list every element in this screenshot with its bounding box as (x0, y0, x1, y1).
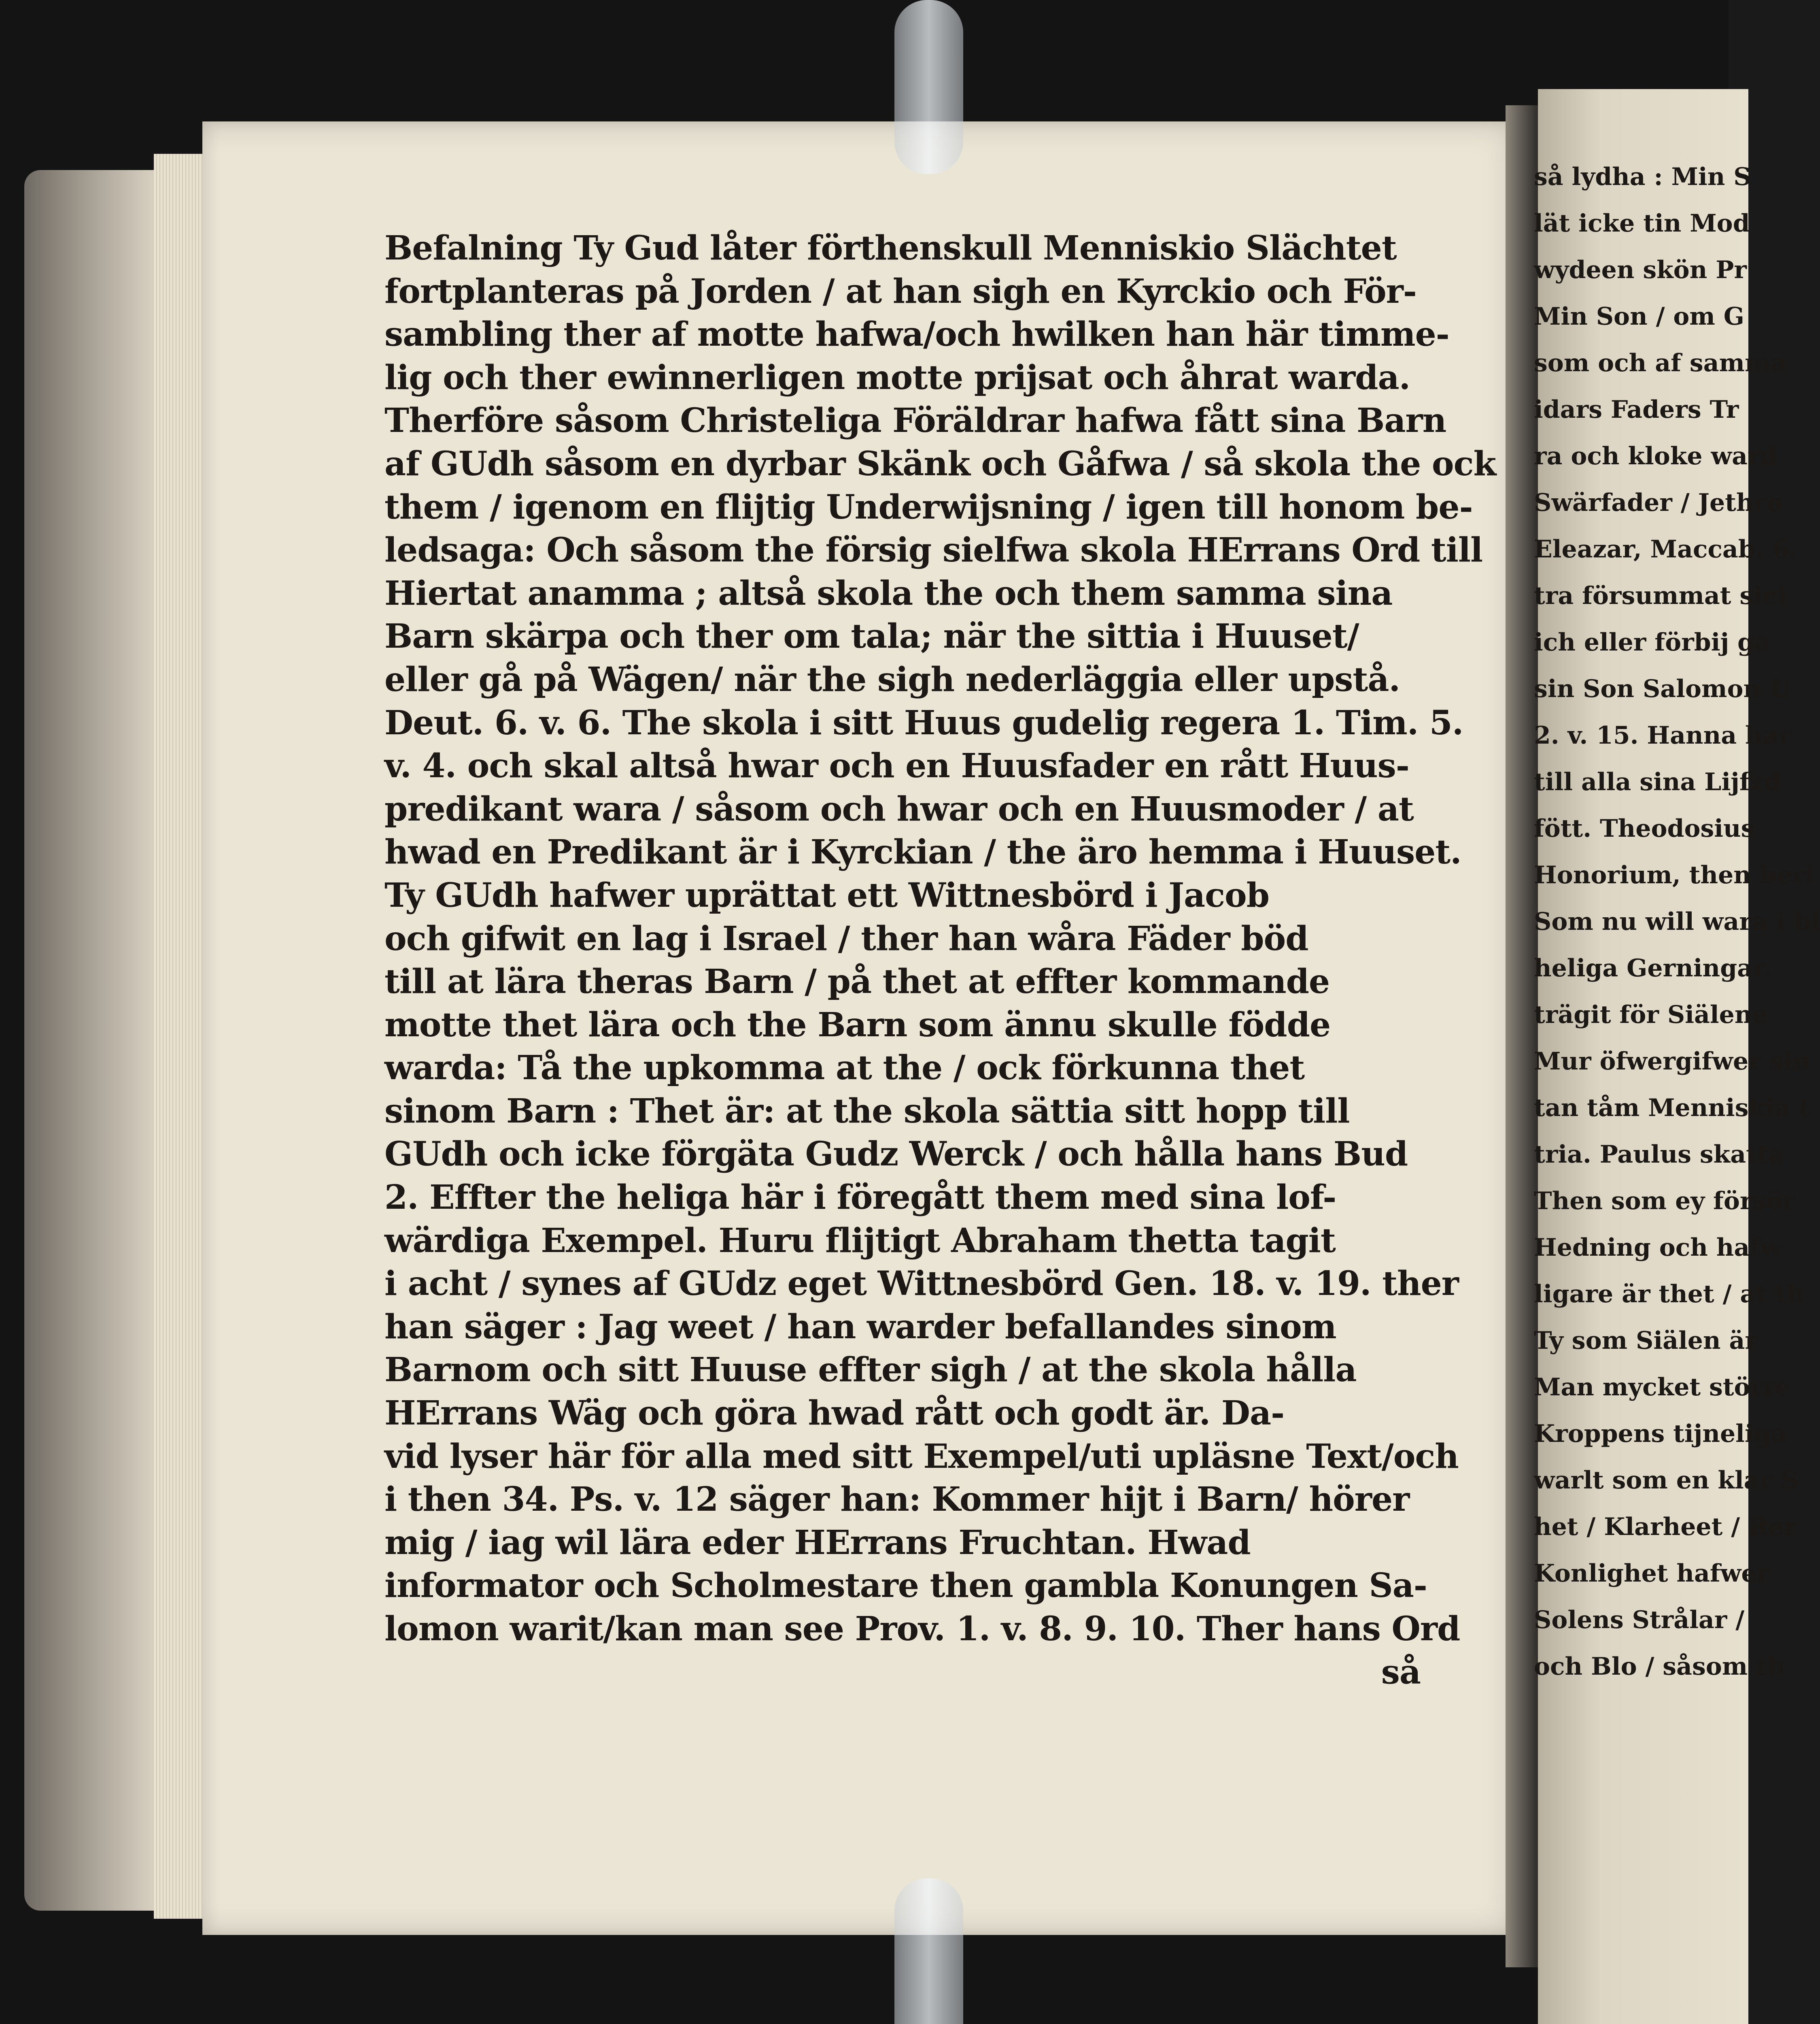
text-line: trägit för Siälene (1534, 1001, 1768, 1029)
text-line: lig och ther ewinnerligen motte prijsat och åhrat warda. (384, 358, 1410, 397)
text-line: Mur öfwergifwer sin (1534, 1047, 1810, 1076)
text-line: Ty som Siälen är (1534, 1327, 1758, 1355)
text-line: 2. v. 15. Hanna har (1534, 721, 1792, 750)
text-line: Honorium, then beri (1534, 861, 1814, 889)
holding-strap-top (894, 0, 963, 174)
text-line: Therföre såsom Christeliga Föräldrar hafwa fått sina Barn (384, 401, 1446, 440)
text-line: Deut. 6. v. 6. The skola i sitt Huus gudelig regera 1. Tim. 5. (384, 703, 1463, 742)
text-line: lomon warit/kan man see Prov. 1. v. 8. 9. 10. Ther hans Ord (384, 1609, 1460, 1648)
text-line: Swärfader / Jethro (1534, 489, 1783, 517)
text-line: till alla sina Lijfzd (1534, 768, 1781, 796)
text-line: wärdiga Exempel. Huru flijtigt Abraham thetta tagit (384, 1221, 1336, 1260)
text-line: ich eller förbij ga (1534, 628, 1770, 657)
text-line: och gifwit en lag i Israel / ther han wåra Fäder böd (384, 919, 1308, 958)
text-line: Kroppens tijneliga (1534, 1420, 1787, 1448)
text-line: som och af samma (1534, 349, 1786, 377)
text-line: tria. Paulus skatta (1534, 1140, 1784, 1169)
text-line: informator och Scholmestare then gambla Konungen Sa- (384, 1566, 1427, 1605)
text-line: af GUdh såsom en dyrbar Skänk och Gåfwa / så skola the ock (384, 444, 1496, 483)
text-line: Hiertat anamma ; altså skola the och them samma sina (384, 574, 1393, 613)
text-line: Som nu will wara i bl (1534, 908, 1820, 936)
text-line: Befalning Ty Gud låter förthenskull Menniskio Slächtet (384, 229, 1397, 268)
text-line: lät icke tin Mod (1534, 209, 1750, 238)
text-line: het / Klarheet / Rer (1534, 1513, 1797, 1541)
text-line: Eleazar, Maccab. 6. (1534, 535, 1798, 563)
text-line: vid lyser här för alla med sitt Exempel/uti upläsne Text/och (384, 1437, 1459, 1476)
text-line: v. 4. och skal altså hwar och en Huusfader en rått Huus- (384, 746, 1409, 786)
text-line: Solens Strålar / (1534, 1606, 1745, 1634)
text-line: Konlighet hafwer (1534, 1559, 1770, 1588)
text-line: sinom Barn : Thet är: at the skola sättia sitt hopp till (384, 1091, 1350, 1131)
text-line: motte thet lära och the Barn som ännu skulle födde (384, 1005, 1331, 1044)
text-line: han säger : Jag weet / han warder befallandes sinom (384, 1307, 1336, 1346)
text-line: HErrans Wäg och göra hwad rått och godt är. Da- (384, 1394, 1285, 1433)
text-line: i then 34. Ps. v. 12 säger han: Kommer hijt i Barn/ hörer (384, 1480, 1410, 1519)
text-line: warda: Tå the upkomma at the / ock förkunna thet (384, 1048, 1305, 1088)
text-line: fortplanteras på Jorden / at han sigh en Kyrckio och För- (384, 272, 1416, 311)
text-line: sin Son Salomon U (1534, 675, 1791, 703)
text-line: Ty GUdh hafwer uprättat ett Wittnesbörd i Jacob (384, 876, 1270, 915)
text-line: predikant wara / såsom och hwar och en Huusmoder / at (384, 789, 1414, 829)
left-page-text (384, 227, 1496, 1694)
text-line: hwad en Predikant är i Kyrckian / the äro hemma i Huuset. (384, 833, 1461, 872)
text-line: Man mycket större (1534, 1373, 1791, 1401)
text-line: tan tåm Menniskia t (1534, 1094, 1810, 1122)
text-line: ledsaga: Och såsom the försig sielfwa skola HErrans Ord till (384, 531, 1483, 570)
text-line: GUdh och icke förgäta Gudz Werck / och hålla hans Bud (384, 1135, 1408, 1174)
text-line: warlt som en klar S (1534, 1466, 1799, 1495)
text-line: eller gå på Wägen/ när the sigh nederläggia eller upstå. (384, 660, 1400, 699)
text-line: ra och kloke ward (1534, 442, 1778, 470)
text-line: och Blo / såsom th (1534, 1652, 1785, 1681)
text-line: Barn skärpa och ther om tala; när the sittia i Huuset/ (384, 617, 1359, 656)
text-line: ligare är thet / at th (1534, 1280, 1805, 1308)
right-page-text (1534, 154, 1820, 1690)
text-line: sambling ther af motte hafwa/och hwilken han här timme- (384, 315, 1449, 354)
text-line: i acht / synes af GUdz eget Wittnesbörd Gen. 18. v. 19. ther (384, 1264, 1459, 1303)
text-line: till at lära theras Barn / på thet at effter kommande (384, 962, 1330, 1001)
text-line: mig / iag wil lära eder HErrans Fruchtan. Hwad (384, 1523, 1251, 1562)
text-line: Barnom och sitt Huuse effter sigh / at the skola hålla (384, 1350, 1357, 1390)
text-line: 2. Effter the heliga här i föregått them med sina lof- (384, 1178, 1336, 1217)
text-line: fött. Theodosius (1534, 814, 1755, 843)
text-line: Min Son / om G (1534, 302, 1745, 331)
text-line: så lydha : Min S (1534, 163, 1751, 191)
text-line: Hedning och hafw (1534, 1233, 1781, 1262)
holding-strap-bottom (894, 1878, 963, 2024)
text-line: them / igenom en flijtig Underwijsning / igen till honom be- (384, 487, 1473, 527)
text-line: tra försummat siel (1534, 582, 1787, 610)
text-line: wydeen skön Pr (1534, 256, 1747, 284)
catchword: så (1381, 1652, 1421, 1692)
text-line: heliga Gerningar. (1534, 954, 1772, 982)
text-line: Then som ey försör (1534, 1187, 1795, 1215)
text-line: idars Faders Tr (1534, 395, 1739, 424)
